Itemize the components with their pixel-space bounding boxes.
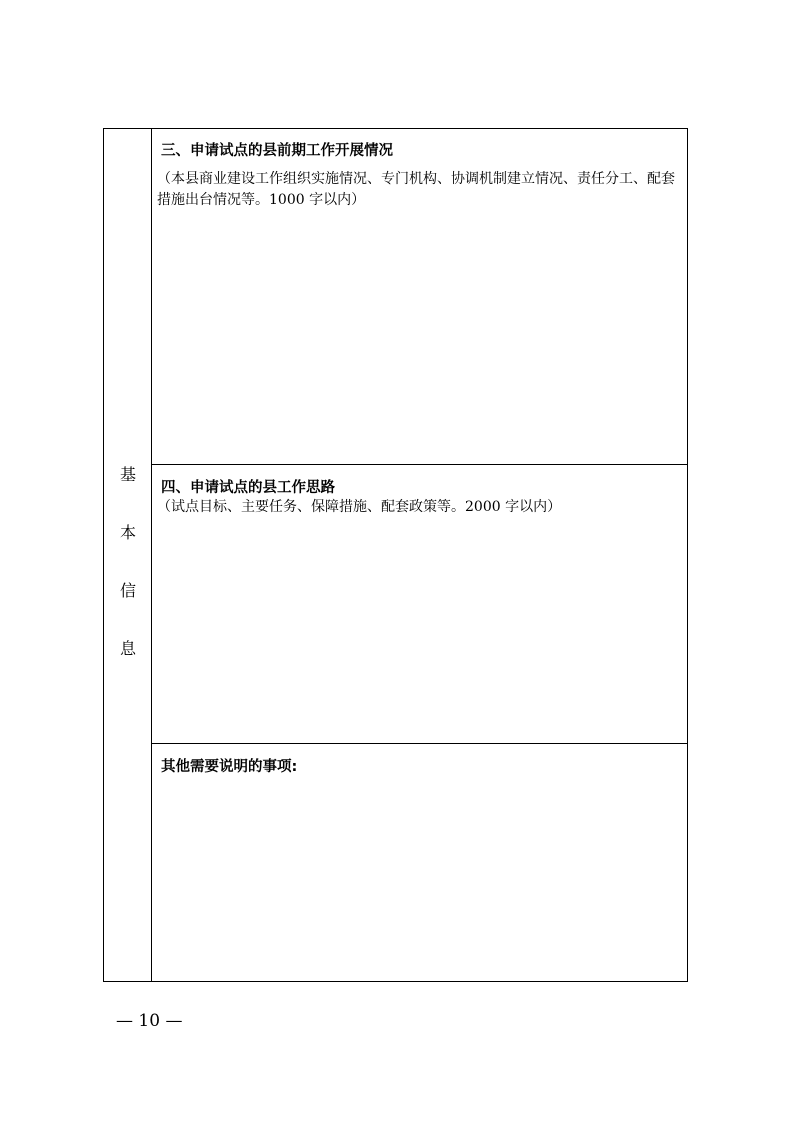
page-number: — 10 — (116, 1011, 183, 1031)
other-notes-title: 其他需要说明的事项: (161, 759, 298, 775)
basic-info-column (104, 129, 152, 981)
work-plan-note: （试点目标、主要任务、保障措施、配套政策等。2000 字以内） (157, 499, 562, 515)
work-progress-cell[interactable] (152, 129, 687, 465)
side-label-char: 息 (119, 639, 136, 658)
work-progress-note: （本县商业建设工作组织实施情况、专门机构、协调机制建立情况、责任分工、配套措施出台情况等。1000 字以内） (157, 171, 675, 208)
other-notes-cell[interactable] (152, 744, 687, 983)
work-plan-cell[interactable] (152, 465, 687, 744)
side-label-char: 基 (119, 465, 136, 484)
work-plan-title: 四、申请试点的县工作思路 (161, 480, 335, 496)
side-label-char: 本 (119, 523, 136, 542)
side-label-char: 信 (119, 581, 136, 600)
work-progress-title: 三、申请试点的县前期工作开展情况 (161, 143, 393, 159)
application-form-table (103, 128, 688, 982)
